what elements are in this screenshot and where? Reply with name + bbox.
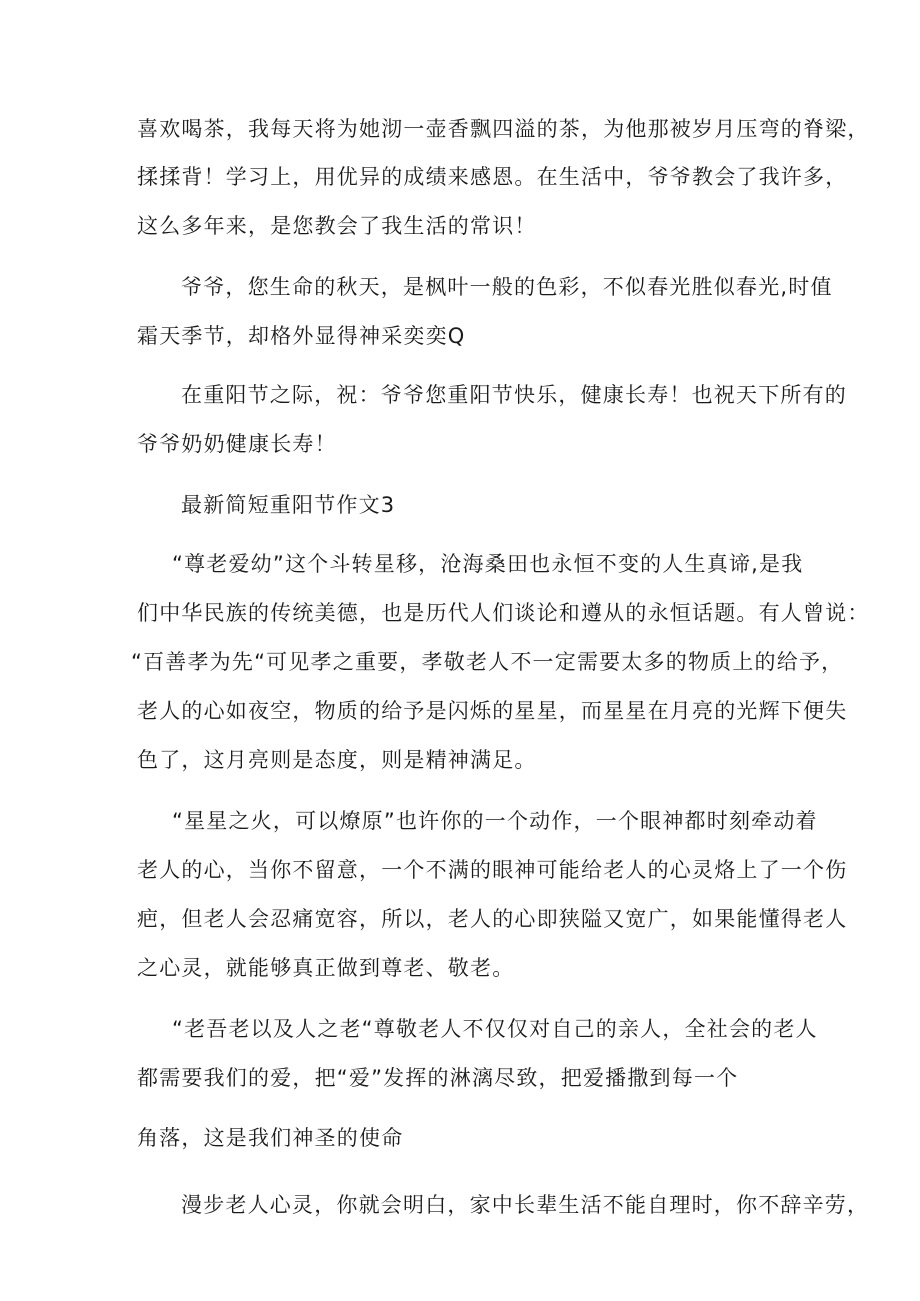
text-line: “百善孝为先“可见孝之重要，孝敬老人不一定需要太多的物质上的给予， <box>131 650 844 674</box>
text-line: 喜欢喝茶，我每天将为她沏一壶香飘四溢的茶，为他那被岁月压弯的脊梁， <box>137 117 870 141</box>
text-line: 爷爷，您生命的秋天，是枫叶一般的色彩，不似春光胜似春光,时值 <box>181 275 833 299</box>
text-line: 揉揉背！学习上，用优异的成绩来感恩。在生活中，爷爷教会了我许多， <box>137 165 848 189</box>
text-line: 老人的心如夜空，物质的给予是闪烁的星星，而星星在月亮的光辉下便失 <box>137 699 848 723</box>
text-line: 疤，但老人会忍痛宽容，所以，老人的心即狭隘又宽广，如果能懂得老人 <box>137 907 848 931</box>
text-line: 之心灵，就能够真正做到尊老、敬老。 <box>137 956 515 980</box>
text-line: 霜天季节，却格外显得神采奕奕Q <box>137 324 466 348</box>
section-heading: 最新简短重阳节作文3 <box>181 493 396 517</box>
text-line: 漫步老人心灵，你就会明白，家中长辈生活不能自理时，你不辞辛劳， <box>181 1193 870 1217</box>
text-line: “尊老爱幼”这个斗转星移，沧海桑田也永恒不变的人生真谛,是我 <box>172 552 804 576</box>
text-line: 这么多年来，是您教会了我生活的常识！ <box>137 214 537 238</box>
text-line: 老人的心，当你不留意，一个不满的眼神可能给老人的心灵烙上了一个伤 <box>137 858 848 882</box>
text-line: 爷爷奶奶健康长寿！ <box>137 432 337 456</box>
text-line: 们中华民族的传统美德，也是历代人们谈论和遵从的永恒话题。有人曾说： <box>137 601 870 625</box>
text-line: 在重阳节之际，祝：爷爷您重阳节快乐，健康长寿！也祝天下所有的 <box>181 383 847 407</box>
text-line: “星星之火，可以燎原”也许你的一个动作，一个眼神都时刻牵动着 <box>172 809 818 833</box>
text-line: “老吾老以及人之老“尊敬老人不仅仅对自己的亲人，全社会的老人 <box>172 1017 818 1041</box>
text-line: 色了，这月亮则是态度，则是精神满足。 <box>137 748 537 772</box>
text-line: 都需要我们的爱，把“爱”发挥的淋漓尽致，把爱播撒到每一个 <box>137 1066 739 1090</box>
text-line: 角落，这是我们神圣的使命 <box>137 1126 404 1150</box>
